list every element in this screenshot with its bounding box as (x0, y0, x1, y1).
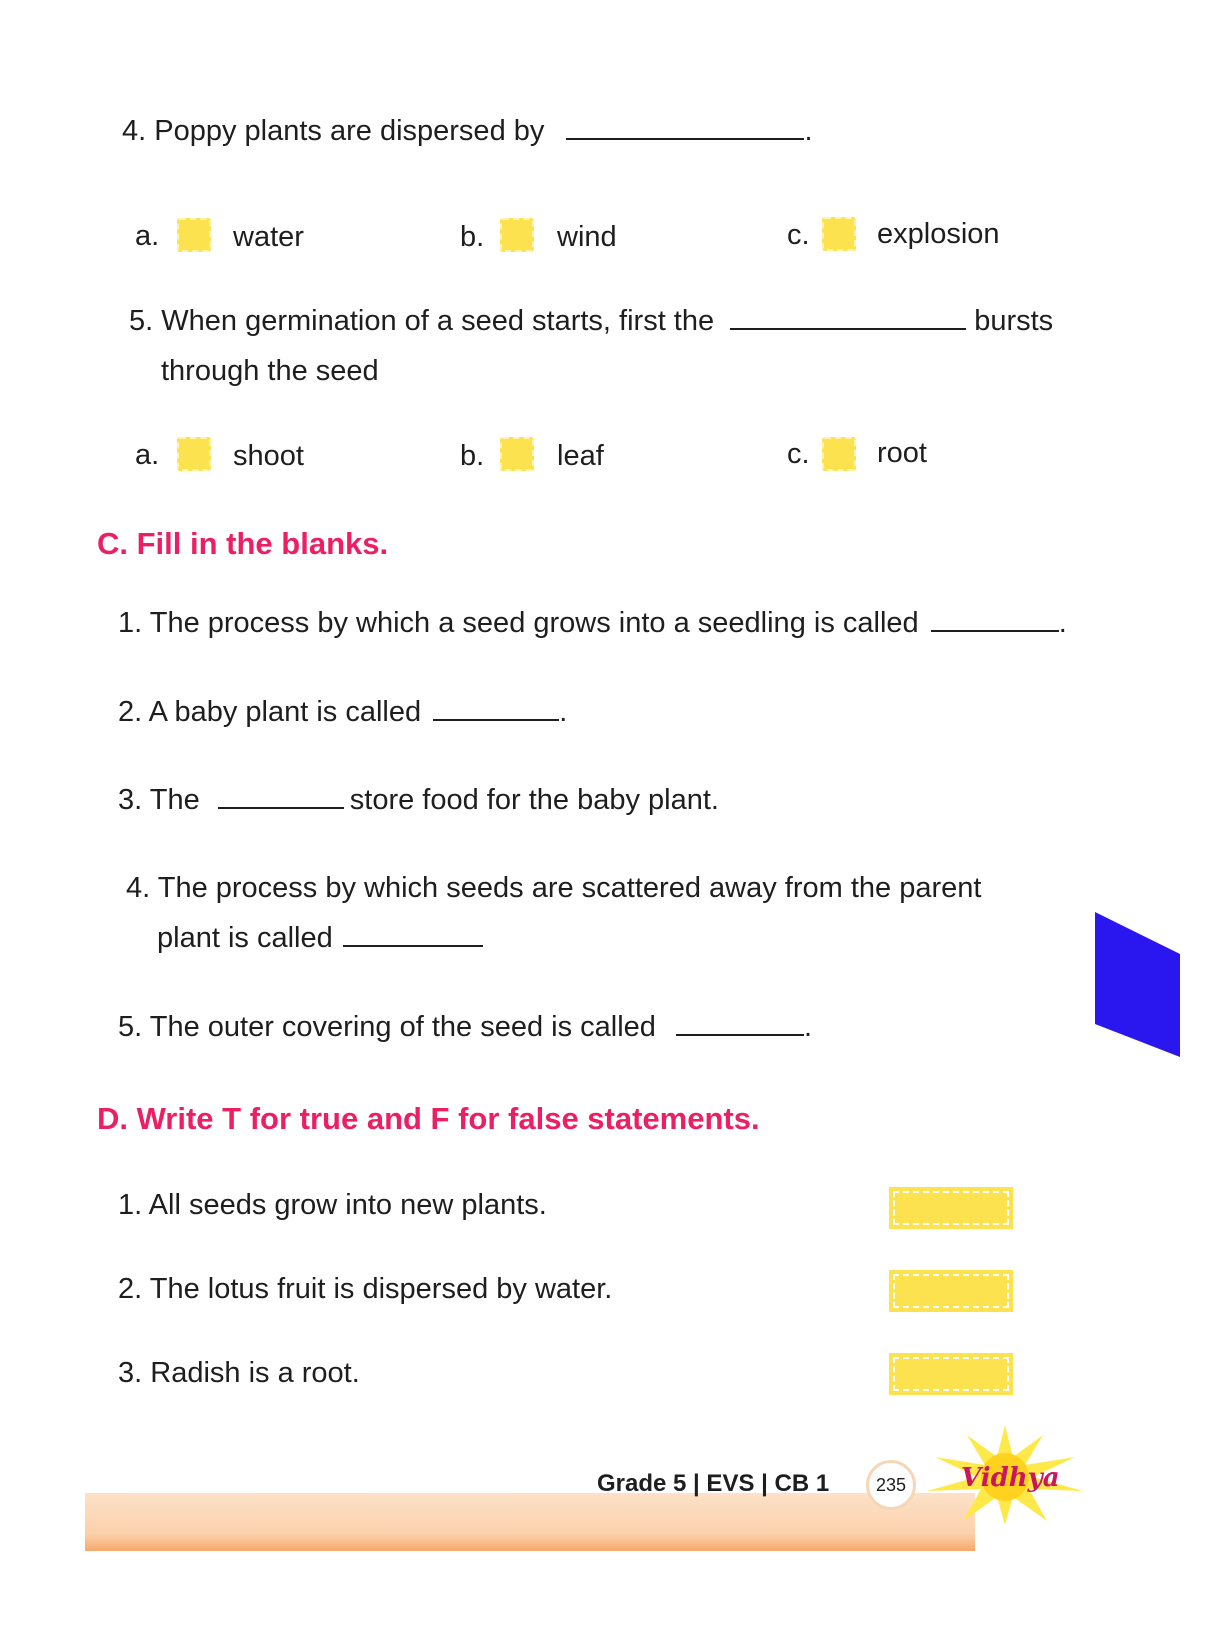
fill-item-4 (126, 870, 981, 906)
item-text: The (149, 784, 200, 816)
item-number: 2. (118, 696, 143, 728)
tf-item-1 (118, 1187, 547, 1223)
item-text: Radish is a root. (150, 1357, 360, 1389)
section-c-heading: C. Fill in the blanks. (97, 526, 389, 561)
tf-item-2 (118, 1271, 612, 1307)
option-letter: c. (787, 438, 810, 470)
page-number: 235 (866, 1460, 916, 1510)
item-text: plant is called (157, 922, 333, 954)
option-text: water (233, 221, 304, 253)
item-number: 1. (118, 1189, 143, 1221)
answer-blank[interactable] (676, 1012, 804, 1036)
fill-item-4-line2 (157, 920, 483, 956)
item-end: . (803, 1011, 813, 1043)
item-text-after: store food for the baby plant. (349, 784, 719, 816)
answer-blank[interactable] (218, 785, 344, 809)
item-number: 1. (118, 607, 143, 639)
side-tab (1095, 912, 1185, 1060)
question-text: Poppy plants are dispersed by (154, 115, 545, 147)
section-d-heading: D. Write T for true and F for false statements. (97, 1101, 760, 1136)
option-checkbox[interactable] (177, 437, 211, 471)
option-text: wind (557, 221, 617, 253)
fill-item-1 (118, 605, 1067, 641)
item-text: The process by which a seed grows into a seedling is called (149, 607, 919, 639)
item-text: All seeds grow into new plants. (148, 1189, 547, 1221)
question-number: 4. (122, 115, 147, 147)
tf-answer-box[interactable] (889, 1187, 1013, 1229)
vidhya-logo (925, 1425, 1085, 1525)
fill-item-2 (118, 694, 567, 730)
question-text: When germination of a seed starts, first the (161, 305, 715, 337)
question-4 (122, 113, 813, 149)
option-checkbox[interactable] (177, 218, 211, 252)
question-end: . (804, 115, 813, 147)
tf-answer-box[interactable] (889, 1270, 1013, 1312)
option-letter: b. (460, 440, 485, 472)
option-checkbox[interactable] (500, 218, 534, 252)
answer-blank[interactable] (931, 608, 1059, 632)
item-number: 4. (126, 872, 151, 904)
answer-blank[interactable] (566, 116, 804, 140)
item-text: A baby plant is called (148, 696, 422, 728)
option-checkbox[interactable] (500, 437, 534, 471)
option-checkbox[interactable] (822, 437, 856, 471)
item-end: . (559, 696, 568, 728)
item-number: 3. (118, 784, 143, 816)
question-5 (129, 303, 1053, 339)
option-text: explosion (877, 218, 1000, 250)
answer-blank[interactable] (433, 697, 559, 721)
footer-bar (85, 1493, 975, 1551)
question-number: 5. (129, 305, 154, 337)
option-letter: a. (135, 439, 160, 471)
option-letter: b. (460, 221, 485, 253)
item-number: 5. (118, 1011, 143, 1043)
item-number: 2. (118, 1273, 143, 1305)
fill-item-5 (118, 1009, 812, 1045)
answer-blank[interactable] (730, 306, 966, 330)
item-number: 3. (118, 1357, 143, 1389)
fill-item-3 (118, 782, 719, 818)
tf-answer-box[interactable] (889, 1353, 1013, 1395)
question-text-after: bursts (974, 305, 1054, 337)
option-text: shoot (233, 440, 304, 472)
tf-item-3 (118, 1355, 360, 1391)
question-5-line2: through the seed (161, 355, 379, 387)
item-text: The outer covering of the seed is called (149, 1011, 656, 1043)
option-text: root (877, 437, 927, 469)
option-text: leaf (557, 440, 604, 472)
answer-blank[interactable] (343, 923, 483, 947)
item-end: . (1058, 607, 1067, 639)
logo-text: Vidhya (961, 1463, 1060, 1493)
option-checkbox[interactable] (822, 217, 856, 251)
option-letter: c. (787, 219, 810, 251)
item-text: The process by which seeds are scattered away from the parent (157, 872, 982, 904)
item-text: The lotus fruit is dispersed by water. (149, 1273, 613, 1305)
option-letter: a. (135, 220, 160, 252)
footer-label: Grade 5 | EVS | CB 1 (597, 1470, 830, 1497)
